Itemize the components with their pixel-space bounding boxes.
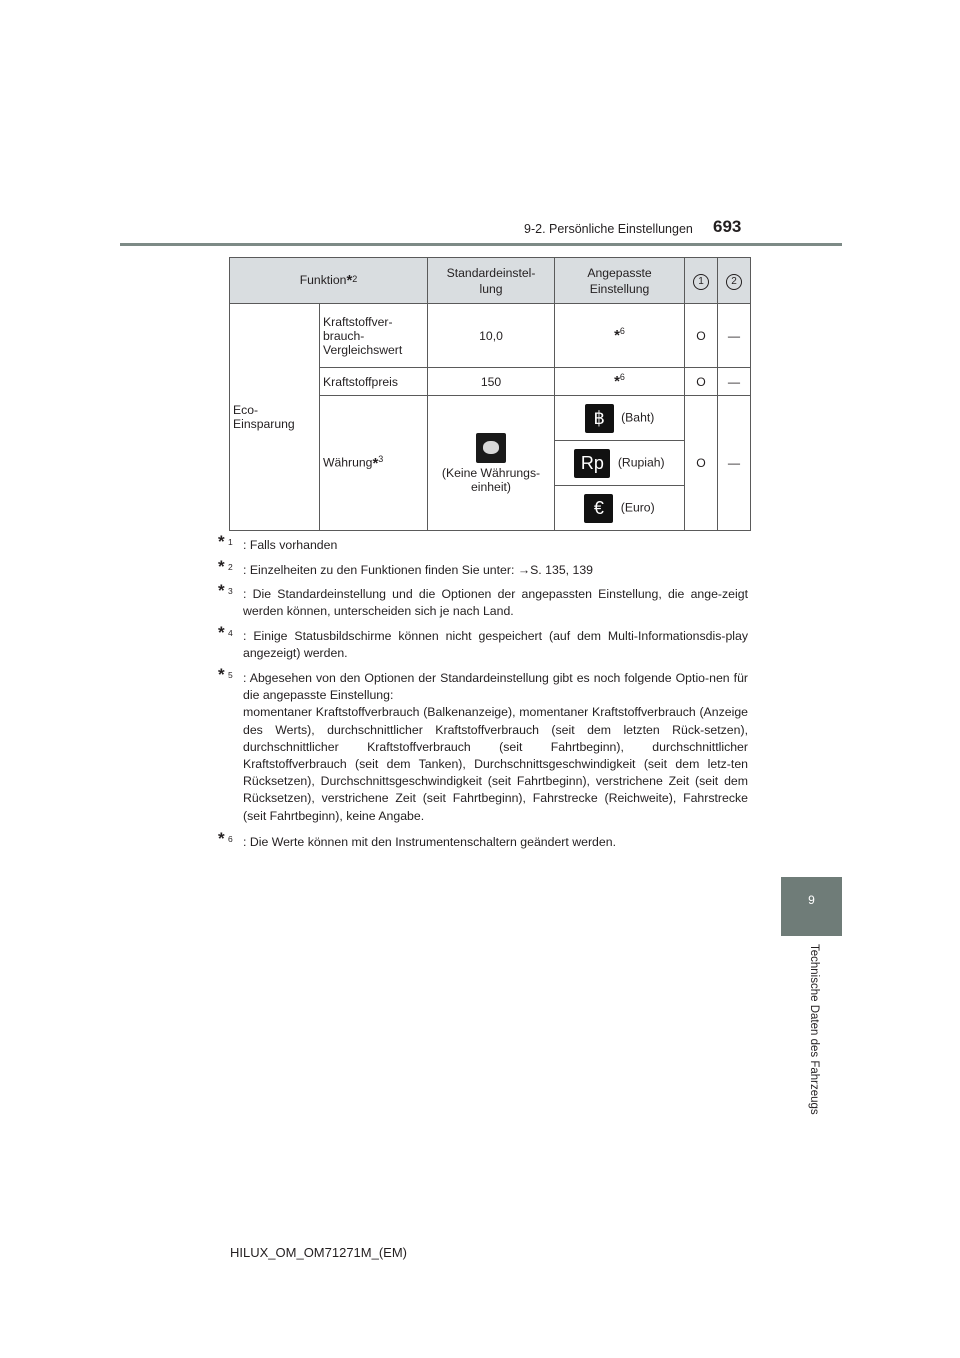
circled-2-icon: 2	[726, 274, 742, 290]
row-name: Kraftstoffpreis	[320, 368, 428, 396]
row-c1: O	[685, 304, 718, 368]
row-c2: —	[718, 396, 751, 531]
section-title: 9-2. Persönliche Einstellungen	[524, 222, 693, 236]
currency-label: Währung	[323, 455, 373, 470]
footnote-list: momentaner Kraftstoffverbrauch (Balkenanzeige), momentaner Kraftstoffverbrauch (Anzeige des Werts), durchschnittlicher Kraftstoffverbrauch (seit dem letzten Rück-setzen), durchschnittlicher Kraftstoffverbrauch (seit Fahrtbeginn), durchschnittlicher Kraftstoffverbrauch (seit dem Tanken), Durchschnittsgeschwindigkeit (seit dem letz-ten Rücksetzen), Durchschnittsgeschwindigkeit (seit Fahrtbeginn), verstrichene Zeit (seit dem Rücksetzen), verstrichene Zeit (seit Fahrtbeginn), Fahrstrecke (Reichweite), Fahrstrecke (seit Fahrtbeginn), keine Angabe.	[243, 705, 748, 823]
circled-1-icon: 1	[693, 274, 709, 290]
footnote: * 6 : Die Werte können mit den Instrumentenschaltern geändert werden.	[218, 834, 748, 851]
chapter-number: 9	[808, 893, 815, 907]
group-eco: Eco- Einsparung	[230, 304, 320, 531]
header-funktion-label: Funktion	[299, 273, 347, 288]
header-funktion	[230, 258, 428, 304]
footnote: * 3 : Die Standardeinstellung und die Optionen der angepassten Einstellung, die ange-zeigt werden können, unterscheiden sich je nach Land.	[218, 586, 748, 620]
currency-option-label: (Euro)	[620, 500, 655, 515]
row-custom: *$^6$	[555, 368, 685, 396]
footnote: * 2 : Einzelheiten zu den Funktionen finden Sie unter: →S. 135, 139	[218, 562, 748, 579]
footnote: * 4 : Einige Statusbildschirme können nicht gespeichert (auf dem Multi-Informationsdis-play angezeigt) werden.	[218, 628, 748, 662]
currency-option	[555, 486, 685, 531]
row-default: 10,0	[428, 304, 555, 368]
table-row	[230, 304, 751, 368]
currency-option	[555, 396, 685, 441]
currency-option-label: (Rupiah)	[617, 455, 665, 470]
page-number: 693	[713, 217, 742, 236]
footnote-text: : Die Standardeinstellung und die Optionen der angepassten Einstellung, die ange-zeigt werden können, unterscheiden sich je nach Land.	[243, 587, 748, 619]
footnote-text: : Abgesehen von den Optionen der Standardeinstellung gibt es noch folgende Optio-nen für die angepasste Einstellung:	[243, 671, 748, 703]
header-standard: Standardeinstel- lung	[428, 258, 555, 304]
footnote-text: : Einzelheiten zu den Funktionen finden Sie unter: →S. 135, 139	[243, 563, 594, 577]
rupiah-icon: Rp	[574, 449, 610, 478]
footnote-ref: *	[346, 271, 353, 289]
row-default: 150	[428, 368, 555, 396]
row-name: Kraftstoffver- brauch- Vergleichswert	[320, 304, 428, 368]
row-c2: —	[718, 368, 751, 396]
footnote-text: : Falls vorhanden	[243, 538, 338, 552]
currency-option-label: (Baht)	[621, 410, 655, 425]
footnote-text: : Die Werte können mit den Instrumentenschaltern geändert werden.	[243, 835, 616, 849]
row-c2: —	[718, 304, 751, 368]
header-angepasst: Angepasste Einstellung	[555, 258, 685, 304]
header-col2	[718, 258, 751, 304]
table-header-row	[230, 258, 751, 304]
settings-table	[229, 257, 751, 531]
row-c1: O	[685, 368, 718, 396]
currency-option	[555, 441, 685, 486]
row-custom: *$^6$	[555, 304, 685, 368]
document-code: HILUX_OM_OM71271M_(EM)	[230, 1245, 407, 1260]
chapter-tab[interactable]	[781, 877, 842, 936]
row-c1: O	[685, 396, 718, 531]
footnote: * 1 : Falls vorhanden	[218, 537, 748, 554]
chapter-side-label	[804, 944, 820, 1138]
row-name-currency: Währung*$^3$	[320, 396, 428, 531]
baht-icon: ฿	[585, 404, 614, 433]
euro-icon: €	[584, 494, 613, 523]
no-currency-icon	[476, 433, 506, 463]
footnote-text: : Einige Statusbildschirme können nicht gespeichert (auf dem Multi-Informationsdis-play angezeigt) werden.	[243, 629, 748, 661]
footnote: * 5 : Abgesehen von den Optionen der Standardeinstellung gibt es noch folgende Optio-nen für die angepasste Einstellung: momentaner Kraftstoffverbrauch (Balkenanzeige), momentaner Kraftstoffverbrauch (Anzeige des Werts), durchschnittlicher Kraftstoffverbrauch (seit dem letzten Rück-setzen), durchschnittlicher Kraftstoffverbrauch (seit Fahrtbeginn), durchschnittlicher Kraftstoffverbrauch (seit dem Tanken), Durchschnittsgeschwindigkeit (seit dem letz-ten Rücksetzen), Durchschnittsgeschwindigkeit (seit Fahrtbeginn), verstrichene Zeit (seit dem Rücksetzen), verstrichene Zeit (seit Fahrtbeginn), Fahrstrecke (Reichweite), Fahrstrecke (seit Fahrtbeginn), keine Angabe.	[218, 670, 748, 825]
header-col1	[685, 258, 718, 304]
chapter-label: Technische Daten des Fahrzeugs	[808, 944, 820, 1115]
row-default-currency: (Keine Währungs- einheit)	[428, 396, 555, 531]
footnote-ref-num: 2	[352, 274, 358, 285]
header-rule	[120, 243, 842, 246]
